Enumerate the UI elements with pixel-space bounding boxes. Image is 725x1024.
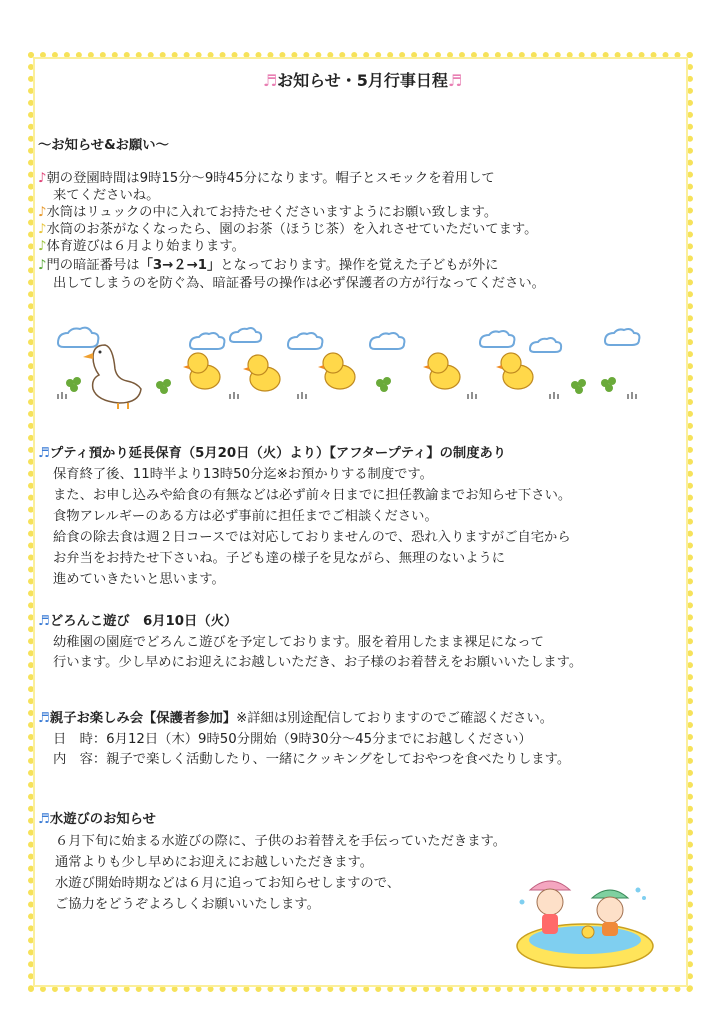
music-note-icon: ♪ [38, 222, 47, 237]
music-note-icon: ♬ [262, 71, 278, 90]
section-heading: ♬水遊びのお知らせ [38, 812, 156, 827]
gate-code: 「3→２→1」 [139, 258, 221, 273]
music-note-icon: ♬ [38, 711, 50, 726]
section-line: お弁当をお持たせ下さいね。子ども達の様子を見ながら、無理のないように [53, 551, 506, 566]
notice-item: ♪体育遊びは６月より始まります。 [38, 239, 245, 254]
music-note-icon: ♪ [38, 239, 47, 254]
notice-item: ♪朝の登園時間は9時15分～9時45分になります。帽子とスモックを着用して [38, 171, 495, 186]
music-note-icon: ♪ [38, 258, 47, 273]
section-line: 進めていきたいと思います。 [53, 572, 225, 587]
notice-item: ♪門の暗証番号は「3→２→1」となっております。操作を覚えた子どもが外に [38, 258, 499, 273]
section-line: 食物アレルギーのある方は必ず事前に担任までご相談ください。 [53, 509, 438, 524]
ducks-illustration [50, 325, 650, 410]
goose-icon [83, 345, 141, 409]
notice-heading: ～お知らせ&お願い～ [38, 138, 169, 153]
section-line: 内 容：親子で楽しく活動したり、一緒にクッキングをしておやつを食べたりします。 [53, 752, 571, 767]
music-note-icon: ♪ [38, 171, 47, 186]
section-line: 保育終了後、11時半より13時50分迄※お預かりする制度です。 [53, 467, 433, 482]
section-line: 行います。少し早めにお迎えにお越しいただき、お子様のお着替えをお願いいたします。 [53, 655, 583, 670]
duck-icon [188, 353, 533, 391]
section-line: ６月下旬に始まる水遊びの際に、子供のお着替えを手伝っていただきます。 [55, 834, 507, 849]
section-line: また、お申し込みや給食の有無などは必ず前々日までに担任教諭までお知らせ下さい。 [53, 488, 572, 503]
notice-item: ♪水筒はリュックの中に入れてお持たせくださいますようにお願い致します。 [38, 205, 498, 220]
section-line: 通常よりも少し早めにお迎えにお越しいただきます。 [55, 855, 374, 870]
section-line: ご協力をどうぞよろしくお願いいたします。 [55, 897, 320, 912]
music-note-icon: ♪ [38, 205, 47, 220]
cloud-icon [58, 328, 639, 352]
notice-item-continued: 来てくださいね。 [53, 188, 160, 203]
section-line: 幼稚園の園庭でどろんこ遊びを予定しております。服を着用したまま裸足になって [53, 635, 544, 650]
grass-icon [58, 392, 636, 399]
page-title [0, 68, 725, 91]
section-line: 給食の除去食は週２日コースでは対応しておりませんので、恐れ入りますがご自宅から [53, 530, 571, 545]
title-text: お知らせ・5月行事日程 [277, 71, 448, 90]
kids-pool-illustration [510, 868, 660, 973]
music-note-icon: ♬ [38, 614, 50, 629]
section-heading: ♬どろんこ遊び 6月10日（火） [38, 614, 238, 629]
music-note-icon: ♬ [38, 812, 50, 827]
section-heading: ♬プティ預かり延長保育（5月20日（火）より）【アフタープティ】の制度あり [38, 446, 507, 461]
heading-note: ※詳細は別途配信しておりますのでご確認ください。 [236, 711, 554, 726]
rubber-duck-icon [582, 926, 594, 938]
music-note-icon: ♬ [447, 71, 463, 90]
notice-item: ♪水筒のお茶がなくなったら、園のお茶（ほうじ茶）を入れさせていただいてます。 [38, 222, 538, 237]
music-note-icon: ♬ [38, 446, 50, 461]
section-line: 日 時：6月12日（木）9時50分開始（9時30分～45分までにお越しください） [53, 732, 532, 747]
section-heading: ♬親子お楽しみ会【保護者参加】※詳細は別途配信しておりますのでご確認ください。 [38, 711, 554, 726]
section-line: 水遊び開始時期などは６月に追ってお知らせしますので、 [55, 876, 401, 891]
notice-item-continued: 出してしまうのを防ぐ為、暗証番号の操作は必ず保護者の方が行なってください。 [53, 276, 545, 291]
